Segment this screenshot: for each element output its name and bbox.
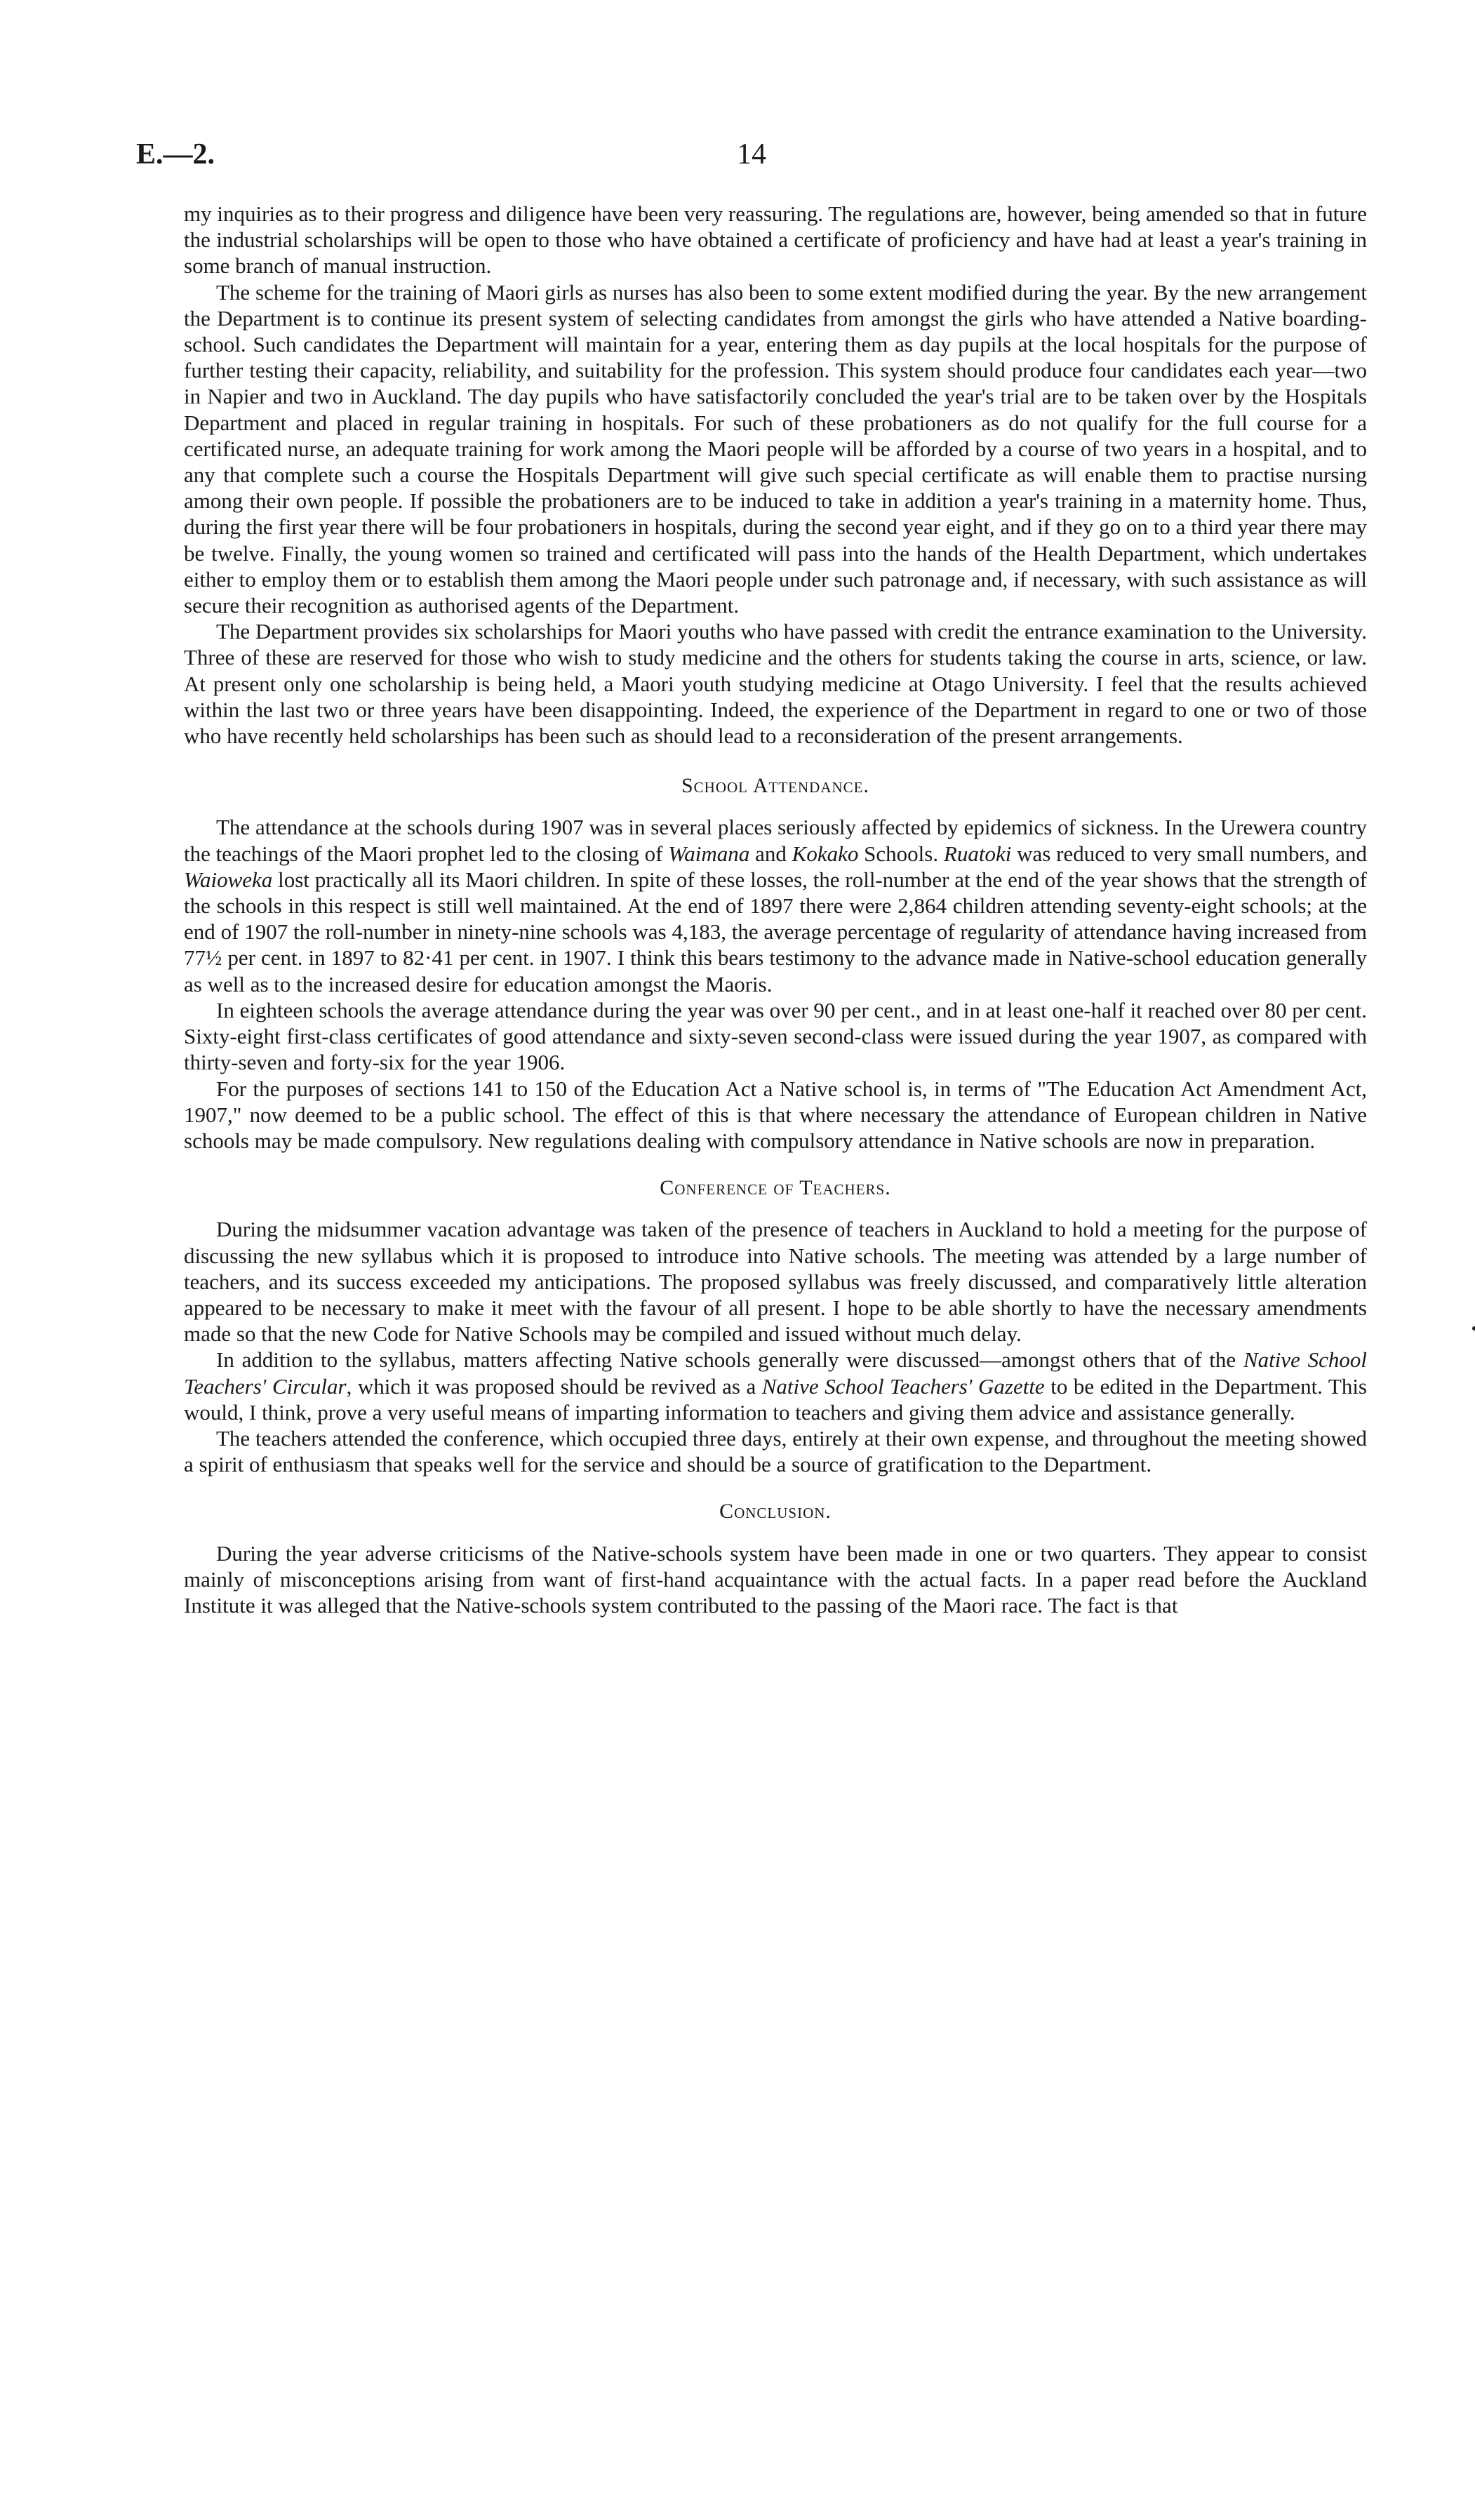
margin-dot-mark (1472, 1326, 1475, 1331)
italic-school-name: Ruatoki (943, 841, 1012, 866)
text-run: and (749, 841, 792, 866)
paragraph-attendance-1907 (184, 814, 1367, 996)
page-number: 14 (737, 138, 766, 171)
text-run: to be edited in the Department. This would, I think, prove a very useful means of imparting information to teachers and giving them advice and assistance generally. (184, 1373, 1367, 1425)
heading-conference-of-teachers: Conference of Teachers. (660, 1176, 891, 1200)
paragraph-nurses-training: The scheme for the training of Maori girls as nurses has also been to some extent modified during the year. By the new arrangement the Department is to continue its present system of selecting candidates from amongst the girls who have attended a Native boarding-school. Such candidates the Department will maintain for a year, entering them as day pupils at the local hospitals for the purpose of further testing their capacity, reliability, and suitability for the profession. This system should produce four candidates each year—two in Napier and two in Auckland. The day pupils who have satisfactorily concluded the year's trial are to be taken over by the Hospitals Department and placed in regular training in hospitals. For such of these probationers as do not qualify for the full course for a certificated nurse, an adequate training for work among the Maori people will be afforded by a course of two years in a hospital, and to any that complete such a course the Hospitals Department will give such special certificate as will enable them to practise nursing among their own people. If possible the probationers are to be induced to take in addition a year's training in a maternity home. Thus, during the first year there will be four probationers in hospitals, during the second year eight, and if they go on to a third year there may be twelve. Finally, the young women so trained and certificated will pass into the hands of the Health Department, which undertakes either to employ them or to establish them among the Maori people under such patronage and, if necessary, with such assistance as will secure their recognition as authorised agents of the Department. (184, 279, 1367, 618)
series-reference: E.—2. (136, 138, 215, 171)
paragraph-attendance-certificates: In eighteen schools the average attendance during the year was over 90 per cent., and in at least one-half it reached over 80 per cent. Sixty-eight first-class certificates of good attendance and sixty-seven second-class were issued during the year 1907, as compared with thirty-seven and forty-six for the year 1906. (184, 997, 1367, 1075)
text-run: Schools. (858, 841, 944, 866)
paragraph-teachers-expense: The teachers attended the conference, which occupied three days, entirely at their own expense, and throughout the meeting showed a spirit of enthusiasm that speaks well for the service and should be a source of gratification to the Department. (184, 1425, 1367, 1477)
text-run: In addition to the syllabus, matters affecting Native schools generally were discussed—amongst others that of the (216, 1347, 1243, 1373)
heading-school-attendance: School Attendance. (681, 774, 869, 798)
text-run: The attendance at the schools during 1907 was in several places seriously affected by epidemics of sickness. In the Urewera country the teachings of the Maori prophet led to the closing of (184, 815, 1367, 866)
paragraph-conclusion: During the year adverse criticisms of the Native-schools system have been made in one or two quarters. They appear to consist mainly of misconceptions arising from want of first-hand acquaintance with the actual facts. In a paper read before the Auckland Institute it was alleged that the Native-schools system contributed to the passing of the Maori race. The fact is that (184, 1540, 1367, 1618)
paragraph-university-scholarships: The Department provides six scholarships for Maori youths who have passed with credit the entrance examination to the University. Three of these are reserved for those who wish to study medicine and the others for students taking the course in arts, science, or law. At present only one scholarship is being held, a Maori youth studying medicine at Otago University. I feel that the results achieved within the last two or three years have been disappointing. Indeed, the experience of the Department in regard to one or two of those who have recently held scholarships has been such as should lead to a reconsideration of the present arrangements. (184, 619, 1367, 749)
page-header (0, 138, 1475, 180)
italic-publication-title: Native School Teachers' Circular (184, 1347, 1368, 1399)
paragraph-industrial-scholarships: my inquiries as to their progress and diligence have been very reassuring. The regulations are, however, being amended so that in future the industrial scholarships will be open to those who have obtained a certificate of proficiency and have had at least a year's training in some branch of manual instruction. (184, 201, 1367, 279)
paragraph-midsummer-meeting: During the midsummer vacation advantage was taken of the presence of teachers in Auckland to hold a meeting for the purpose of discussing the new syllabus which it is proposed to introduce into Native schools. The meeting was attended by a large number of teachers, and its success exceeded my anticipations. The proposed syllabus was freely discussed, and comparatively little alteration appeared to be necessary to make it meet with the favour of all present. I hope to be able shortly to have the necessary amendments made so that the new Code for Native Schools may be compiled and issued without much delay. (184, 1217, 1367, 1347)
italic-school-name: Kokako (792, 841, 859, 866)
paragraph-syllabus-matters (184, 1347, 1367, 1425)
body-text (184, 201, 1367, 1618)
italic-publication-title: Native School Teachers' Gazette (761, 1373, 1045, 1399)
italic-school-name: Waimana (668, 841, 750, 866)
text-run: was reduced to very small numbers, and (1011, 841, 1367, 866)
text-run: lost practically all its Maori children. In spite of these losses, the roll-number at the end of the year shows that the strength of the schools in this respect is still well maintained. At the end of 1897 there were 2,864 children attending seventy-eight schools; at the end of 1907 the roll-number in ninety-nine schools was 4,183, the average percentage of regularity of attendance having increased from 77½ per cent. in 1897 to 82·41 per cent. in 1907. I think this bears testimony to the advance made in Native-school education generally as well as to the increased desire for education amongst the Maoris. (184, 867, 1367, 996)
heading-conclusion: Conclusion. (719, 1500, 832, 1524)
italic-school-name: Waioweka (184, 867, 273, 892)
text-run: , which it was proposed should be revived as a (346, 1373, 762, 1399)
paragraph-education-act: For the purposes of sections 141 to 150 of the Education Act a Native school is, in terms of "The Education Act Amendment Act, 1907," now deemed to be a public school. The effect of this is that where necessary the attendance of European children in Native schools may be made compulsory. New regulations dealing with compulsory attendance in Native schools are now in preparation. (184, 1076, 1367, 1153)
